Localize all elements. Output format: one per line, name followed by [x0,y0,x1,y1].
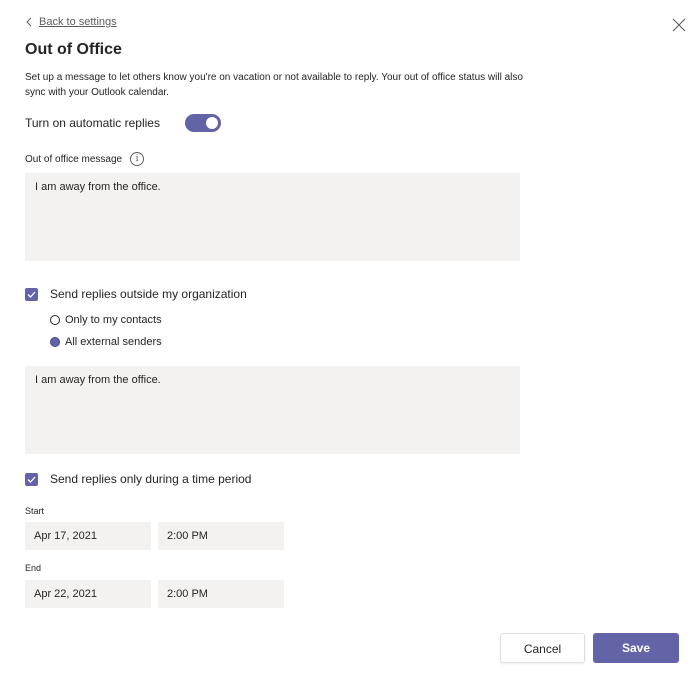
radio-button[interactable] [50,315,60,325]
auto-replies-label: Turn on automatic replies [25,116,160,130]
time-period-checkbox[interactable] [25,473,38,486]
radio-button-selected[interactable] [50,337,60,347]
external-replies-checkbox[interactable] [25,288,38,301]
radio-label: All external senders [65,336,162,348]
end-label: End [25,563,42,573]
cancel-button[interactable]: Cancel [500,633,585,663]
message-label: Out of office message [25,153,123,165]
chevron-left-icon [25,17,33,27]
checkmark-icon [27,475,36,484]
time-period-label: Send replies only during a time period [50,472,252,486]
start-date-picker[interactable]: Apr 17, 2021 [25,522,151,550]
toggle-knob [206,117,218,129]
auto-replies-row [25,114,221,132]
page-title: Out of Office [25,41,122,58]
external-replies-row [25,287,247,301]
close-icon[interactable] [672,18,686,32]
end-date-picker[interactable]: Apr 22, 2021 [25,580,151,608]
message-label-row [25,152,144,166]
back-to-settings-link[interactable] [25,16,117,28]
external-replies-label: Send replies outside my organization [50,287,247,301]
time-period-row [25,472,251,486]
external-message-textarea[interactable]: I am away from the office. [25,366,520,454]
info-icon[interactable]: i [130,152,144,166]
radio-label: Only to my contacts [65,314,162,326]
radio-only-contacts[interactable] [50,314,162,326]
checkmark-icon [27,290,36,299]
internal-message-textarea[interactable]: I am away from the office. [25,173,520,261]
page-description: Set up a message to let others know you're on vacation or not available to reply. Your out of office status will also sync with your Outlook calendar. [25,72,523,98]
auto-replies-toggle[interactable] [185,114,221,132]
start-time-picker[interactable]: 2:00 PM [158,522,284,550]
radio-all-external[interactable] [50,336,162,348]
back-link-label: Back to settings [39,16,117,28]
save-button[interactable]: Save [593,633,679,663]
start-label: Start [25,506,45,516]
end-time-picker[interactable]: 2:00 PM [158,580,284,608]
